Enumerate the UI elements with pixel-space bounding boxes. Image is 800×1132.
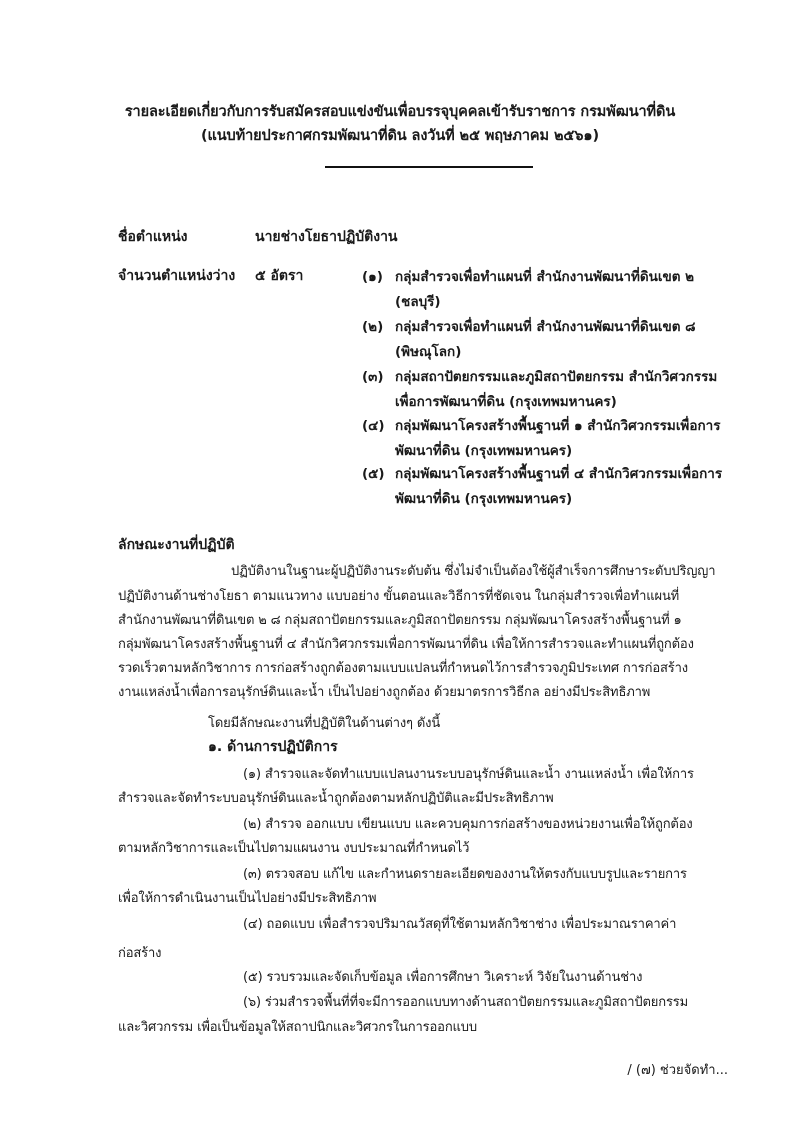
duty-item: (๑) สำรวจและจัดทำแบบแปลนงานระบบอนุรักษ์ดินและน้ำ งานแหล่งน้ำ เพื่อให้การ (243, 767, 694, 782)
duty-item: (๒) สำรวจ ออกแบบ เขียนแบบ และควบคุมการก่อสร้างของหน่วยงานเพื่อให้ถูกต้อง (243, 817, 693, 832)
unit-line: กลุ่มสถาปัตยกรรมและภูมิสถาปัตยกรรม สำนักวิศวกรรม (395, 369, 718, 385)
paragraph-line: รวดเร็วตามหลักวิชาการ การก่อสร้างถูกต้องตามแบบแปลนที่กำหนดไว้การสำรวจภูมิประเทศ การก่อสร้าง (118, 661, 688, 676)
unit-line: พัฒนาที่ดิน (กรุงเทพมหานคร) (395, 491, 573, 507)
title-divider (325, 166, 533, 168)
duty-item: (๔) ถอดแบบ เพื่อสำรวจปริมาณวัสดุที่ใช้ตามหลักวิชาช่าง เพื่อประมาณราคาค่า (243, 917, 677, 932)
unit-line: กลุ่มสำรวจเพื่อทำแผนที่ สำนักงานพัฒนาที่ดินเขต ๘ (395, 319, 696, 335)
duty-item-continuation: สำรวจและจัดทำระบบอนุรักษ์ดินและน้ำถูกต้องตามหลักปฏิบัติและมีประสิทธิภาพ (118, 791, 554, 806)
paragraph-line: ปฏิบัติงานในฐานะผู้ปฏิบัติงานระดับต้น ซึ่งไม่จำเป็นต้องใช้ผู้สำเร็จการศึกษาระดับปริญญา (231, 564, 716, 579)
unit-line: เพื่อการพัฒนาที่ดิน (กรุงเทพมหานคร) (395, 394, 617, 410)
paragraph-line: ปฏิบัติงานด้านช่างโยธา ตามแนวทาง แบบอย่าง ขั้นตอนและวิธีการที่ชัดเจน ในกลุ่มสำรวจเพื่อทำแผนที่ (118, 589, 680, 604)
duty-item-continuation: ตามหลักวิชาการและเป็นไปตามแผนงาน งบประมาณที่กำหนดไว้ (118, 841, 470, 856)
duty-item: (๕) รวบรวมและจัดเก็บข้อมูล เพื่อการศึกษา วิเคราะห์ วิจัยในงานด้านช่าง (243, 970, 643, 985)
unit-number: (๓) (362, 369, 384, 385)
document-subtitle: (แนบท้ายประกาศกรมพัฒนาที่ดิน ลงวันที่ ๒๕ พฤษภาคม ๒๕๖๑) (200, 128, 600, 144)
duties-intro: โดยมีลักษณะงานที่ปฏิบัติในด้านต่างๆ ดังนี้ (208, 716, 441, 731)
job-description-heading: ลักษณะงานที่ปฏิบัติ (118, 537, 235, 553)
unit-line: (ชลบุรี) (395, 294, 441, 310)
vacancy-label: จำนวนตำแหน่งว่าง (118, 268, 236, 284)
position-name-label: ชื่อตำแหน่ง (118, 229, 188, 245)
paragraph-line: กลุ่มพัฒนาโครงสร้างพื้นฐานที่ ๔ สำนักวิศวกรรมเพื่อการพัฒนาที่ดิน เพื่อให้การสำรวจและทำแผนที่ถูกต้อง (118, 637, 694, 652)
unit-number: (๔) (362, 418, 385, 434)
unit-number: (๒) (362, 319, 384, 335)
unit-line: กลุ่มพัฒนาโครงสร้างพื้นฐานที่ ๔ สำนักวิศวกรรมเพื่อการ (395, 466, 723, 482)
section-heading-operations: ๑. ด้านการปฏิบัติการ (208, 739, 338, 755)
unit-line: กลุ่มสำรวจเพื่อทำแผนที่ สำนักงานพัฒนาที่ดินเขต ๒ (395, 269, 695, 285)
unit-line: (พิษณุโลก) (395, 344, 462, 360)
unit-number: (๕) (362, 466, 385, 482)
duty-item-continuation: และวิศวกรรม เพื่อเป็นข้อมูลให้สถาปนิกและวิศวกรในการออกแบบ (118, 1020, 477, 1035)
duty-item-continuation: เพื่อให้การดำเนินงานเป็นไปอย่างมีประสิทธิภาพ (118, 891, 377, 906)
vacancy-count: ๕ อัตรา (255, 268, 304, 284)
duty-item: (๖) ร่วมสำรวจพื้นที่ที่จะมีการออกแบบทางด้านสถาปัตยกรรมและภูมิสถาปัตยกรรม (243, 995, 689, 1010)
paragraph-line: สำนักงานพัฒนาที่ดินเขต ๒ ๘ กลุ่มสถาปัตยกรรมและภูมิสถาปัตยกรรม กลุ่มพัฒนาโครงสร้างพื้นฐานที่ ๑ (118, 613, 682, 628)
unit-line: พัฒนาที่ดิน (กรุงเทพมหานคร) (395, 443, 573, 459)
paragraph-line: งานแหล่งน้ำเพื่อการอนุรักษ์ดินและน้ำ เป็นไปอย่างถูกต้อง ด้วยมาตรการวิธีกล อย่างมีประสิทธิภาพ (118, 685, 651, 700)
document-title: รายละเอียดเกี่ยวกับการรับสมัครสอบแข่งขันเพื่อบรรจุบุคคลเข้ารับราชการ กรมพัฒนาที่ดิน (124, 104, 676, 120)
duty-item-continuation: ก่อสร้าง (118, 946, 162, 961)
page-continuation: / (๗) ช่วยจัดทำ... (627, 1063, 728, 1078)
unit-line: กลุ่มพัฒนาโครงสร้างพื้นฐานที่ ๑ สำนักวิศวกรรมเพื่อการ (395, 418, 721, 434)
duty-item: (๓) ตรวจสอบ แก้ไข และกำหนดรายละเอียดของงานให้ตรงกับแบบรูปและรายการ (243, 867, 687, 882)
position-name-value: นายช่างโยธาปฏิบัติงาน (255, 229, 398, 245)
unit-number: (๑) (362, 269, 383, 285)
